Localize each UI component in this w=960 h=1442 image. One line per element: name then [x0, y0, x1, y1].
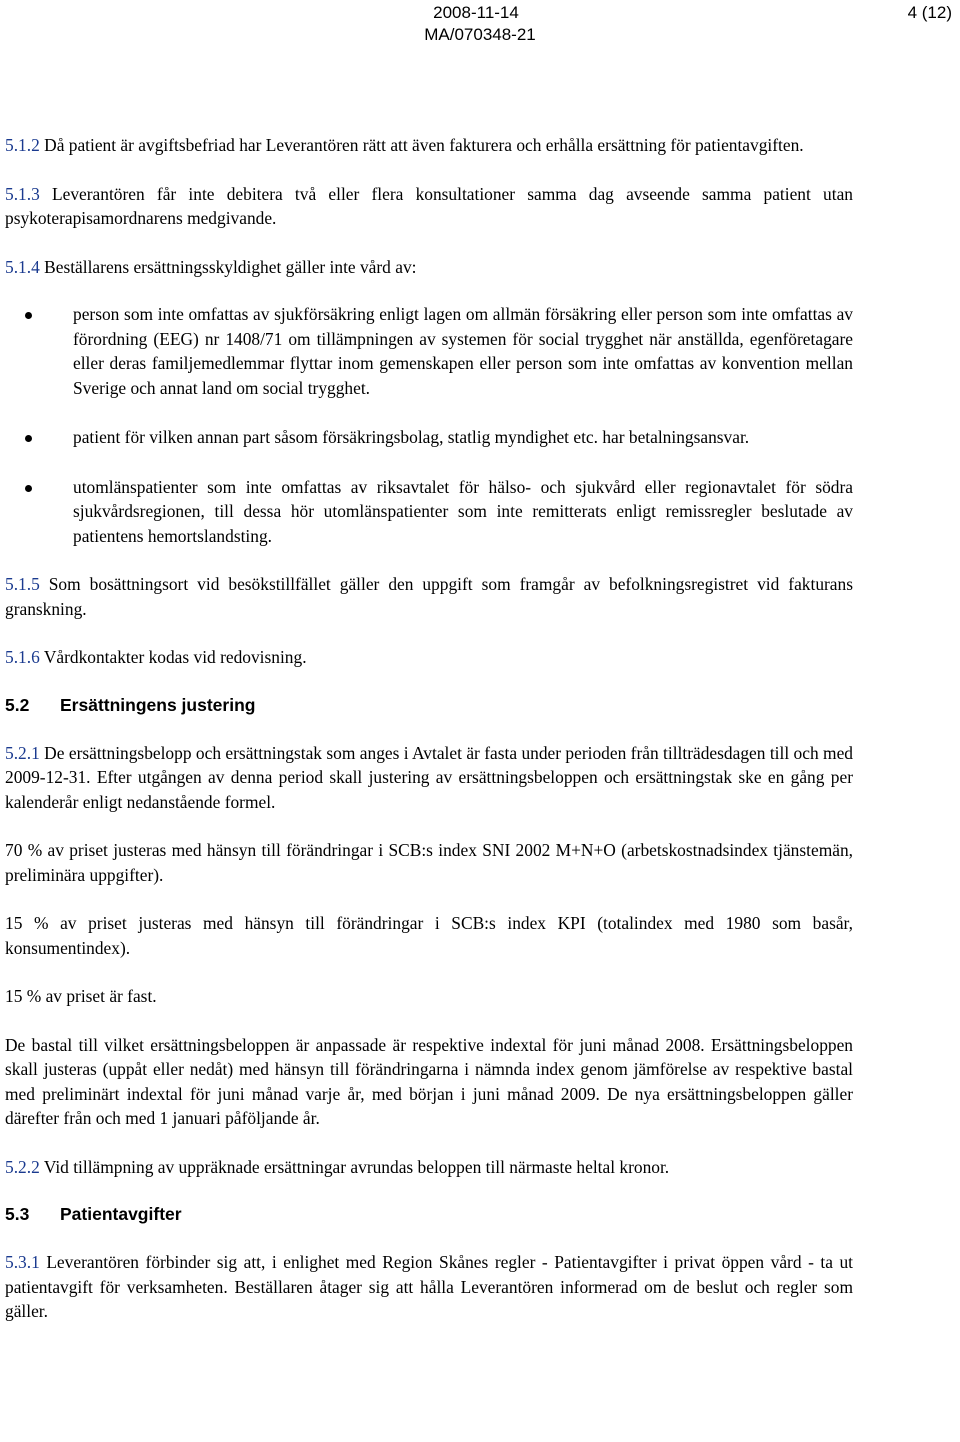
heading-number: 5.3	[5, 1204, 30, 1224]
heading-title: Patientavgifter	[60, 1204, 182, 1224]
exclusion-list	[5, 302, 853, 548]
section-5-1-3	[5, 182, 853, 231]
list-item-text: utomlänspatienter som inte omfattas av riksavtalet för hälso- och sjukvård eller regionavtalet för södra sjukvårdsregionen, till dessa hör utomlänspatienter som inte remitterats enligt remissregler beslutade av patientens hemortslandsting.	[73, 476, 853, 546]
section-number: 5.2.1	[5, 742, 40, 763]
heading-5-2	[5, 693, 853, 717]
heading-title: Ersättningens justering	[60, 694, 256, 715]
section-5-1-5	[5, 572, 853, 621]
section-text: Då patient är avgiftsbefriad har Leverantören rätt att även fakturera och erhålla ersättning för patientavgiften.	[39, 135, 804, 155]
section-5-1-2	[5, 133, 853, 158]
list-item-text: patient för vilken annan part såsom försäkringsbolag, statlig myndighet etc. har betalningsansvar.	[73, 427, 750, 447]
bullet-icon	[25, 485, 32, 492]
list-item	[5, 475, 853, 549]
header-date: 2008-11-14	[433, 3, 519, 22]
paragraph-15-percent-kpi: 15 % av priset justeras med hänsyn till förändringar i SCB:s index KPI (totalindex med 1980 som basår, konsumentindex).	[5, 913, 853, 958]
section-number: 5.1.2	[5, 135, 40, 155]
list-item-text: person som inte omfattas av sjukförsäkring enligt lagen om allmän försäkring eller person som inte omfattas av förordning (EEG) nr 1408/71 om tillämpningen av systemen för social trygghet när anställda, egenföretagare eller deras familjemedlemmar flyttar inom gemenskapen eller person som inte omfattas av konvention mellan Sverige och annat land om social trygghet.	[73, 304, 853, 398]
heading-number: 5.2	[5, 694, 30, 715]
section-text: Som bosättningsort vid besökstillfället gäller den uppgift som framgår av befolkningsregistret vid fakturans granskning.	[5, 574, 853, 619]
section-text: Beställarens ersättningsskyldighet gäller inte vård av:	[39, 256, 417, 277]
page-header	[0, 2, 960, 46]
section-text: Vid tillämpning av uppräknade ersättningar avrundas beloppen till närmaste heltal kronor.	[39, 1156, 670, 1177]
list-item	[5, 425, 853, 450]
document-body	[5, 133, 853, 1324]
section-number: 5.1.4	[5, 256, 40, 277]
section-text: Leverantören förbinder sig att, i enlighet med Region Skånes regler - Patientavgifter i privat öppen vård - ta ut patientavgift för verksamheten. Beställaren åtager sig att hålla Leverantören informerad om de beslut och regler som gäller.	[5, 1252, 853, 1321]
section-5-1-6	[5, 645, 853, 670]
page-number: 4 (12)	[907, 3, 952, 22]
section-number: 5.1.6	[5, 647, 40, 667]
bullet-icon	[25, 312, 32, 319]
heading-5-3	[5, 1202, 853, 1226]
section-5-1-4	[5, 255, 853, 280]
bullet-icon	[25, 435, 32, 442]
section-number: 5.2.2	[5, 1156, 40, 1177]
section-text: De ersättningsbelopp och ersättningstak som anges i Avtalet är fasta under perioden från tillträdesdagen till och med 2009-12-31. Efter utgången av denna period skall justering av ersättningsbeloppen och ersättningstak ske en gång per kalenderår enligt nedanstående formel.	[5, 742, 853, 812]
paragraph-15-percent-fixed: 15 % av priset är fast.	[5, 986, 157, 1006]
paragraph-70-percent: 70 % av priset justeras med hänsyn till förändringar i SCB:s index SNI 2002 M+N+O (arbetskostnadsindex tjänstemän, preliminära uppgifter).	[5, 840, 853, 885]
section-number: 5.1.3	[5, 183, 40, 204]
section-number: 5.1.5	[5, 574, 40, 594]
paragraph-basal: De bastal till vilket ersättningsbeloppen är anpassade är respektive indextal för juni månad 2008. Ersättningsbeloppen skall justeras (uppåt eller nedåt) med hänsyn till förändringarna i nämnda index genom jämförelse av respektive bastal med preliminärt indextal för juni månad varje år, med början i juni månad 2009. De nya ersättningsbeloppen gäller därefter från och med 1 januari påföljande år.	[5, 1034, 853, 1128]
section-text: Leverantören får inte debitera två eller flera konsultationer samma dag avseende samma patient utan psykoterapisamordnarens medgivande.	[5, 183, 853, 228]
section-5-3-1	[5, 1250, 853, 1324]
section-5-2-1	[5, 741, 853, 815]
section-text: Vårdkontakter kodas vid redovisning.	[39, 647, 307, 667]
header-reference: MA/070348-21	[424, 25, 536, 44]
section-number: 5.3.1	[5, 1252, 40, 1272]
list-item	[5, 302, 853, 400]
section-5-2-2	[5, 1155, 853, 1180]
